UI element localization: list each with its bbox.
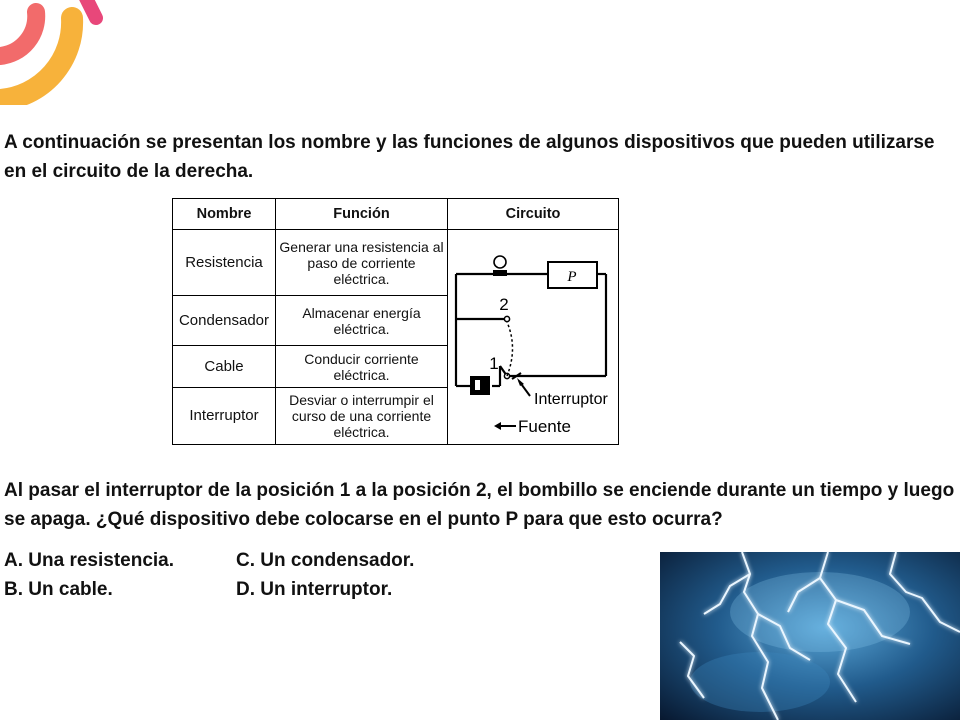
lightning-image xyxy=(660,552,960,720)
device-name: Cable xyxy=(173,346,276,388)
device-function: Generar una resistencia al paso de corriente eléctrica. xyxy=(276,230,448,296)
device-name: Interruptor xyxy=(173,388,276,445)
circuit-diagram-cell xyxy=(448,230,619,445)
device-name: Condensador xyxy=(173,296,276,346)
question-paragraph: Al pasar el interruptor de la posición 1 a la posición 2, el bombillo se enciende durante un tiempo y luego se apaga. ¿Qué dispositivo debe colocarse en el punto P para que esto ocurra? xyxy=(4,480,955,530)
option-c[interactable]: C. Un condensador. xyxy=(236,550,415,571)
header-nombre: Nombre xyxy=(173,199,276,230)
device-function: Almacenar energía eléctrica. xyxy=(276,296,448,346)
intro-paragraph: A continuación se presentan los nombre y las funciones de algunos dispositivos que pueden utilizarse en el circuito de la derecha. xyxy=(4,132,935,182)
header-circuito: Circuito xyxy=(448,199,619,230)
source-icon xyxy=(470,376,490,395)
table-header-row xyxy=(173,199,619,230)
option-a[interactable]: A. Una resistencia. xyxy=(4,550,175,571)
position-1-label: 1 xyxy=(489,354,499,373)
device-function: Conducir corriente eléctrica. xyxy=(276,346,448,388)
table-row xyxy=(173,230,619,296)
switch-label: Interruptor xyxy=(534,391,608,408)
devices-table-container xyxy=(172,198,618,445)
option-d[interactable]: D. Un interruptor. xyxy=(236,579,393,600)
switch-swing-path xyxy=(507,322,513,376)
devices-table xyxy=(172,198,619,445)
switch-contact-2 xyxy=(504,316,509,321)
source-arrowhead xyxy=(494,422,501,430)
option-b[interactable]: B. Un cable. xyxy=(4,579,113,600)
position-2-label: 2 xyxy=(499,295,509,314)
device-name: Resistencia xyxy=(173,230,276,296)
bulb-icon xyxy=(493,256,507,276)
header-funcion: Función xyxy=(276,199,448,230)
source-label: Fuente xyxy=(518,417,571,436)
point-p-label: P xyxy=(567,269,577,285)
circuit-diagram xyxy=(448,230,619,447)
circuit-wires xyxy=(456,274,606,386)
device-function: Desviar o interrumpir el curso de una corriente eléctrica. xyxy=(276,388,448,445)
logo-decoration xyxy=(0,0,110,105)
